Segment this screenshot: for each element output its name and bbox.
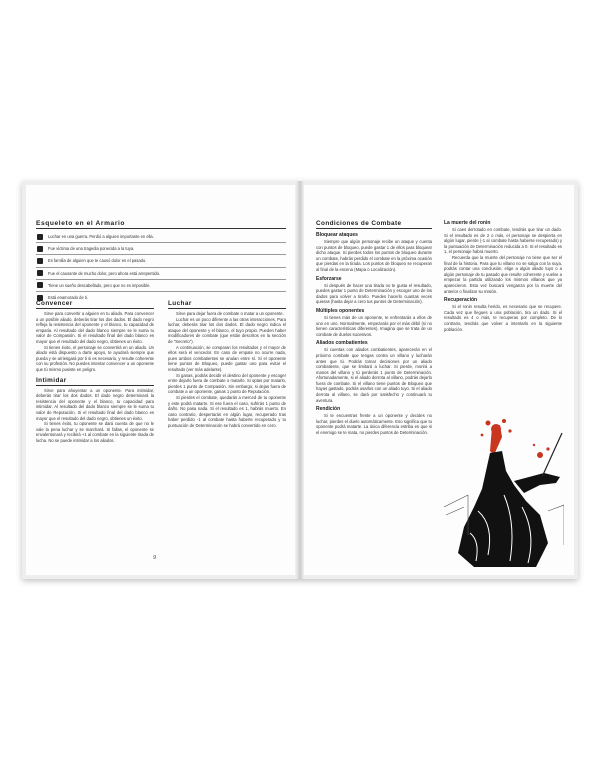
right-page xyxy=(304,185,574,575)
paragraph: Sirve para convertir a alguien en tu aliado. Para convencer a un posible aliado, deberás tirar los dos dados. El dado negro refleja la resistencia del oponente y el blanco, tu capacidad de empatía. Al resultado del dado blanco siempre se le suma tu valor de Compasión. Si el resultado final del dado blanco es mayor que el resultado del dado negro, obtienes un éxito. xyxy=(36,311,154,344)
paragraph: Si el ronin resulta herido, es necesario que se recupere. Cada vez que llegues a una población, tira un dado. Si el resultado es 4 o más, te recuperas por completo. De lo contrario, tendrás que volver a intentarlo en la siguiente población. xyxy=(444,304,562,332)
paragraph: Si tienes éxito, el personaje se convertirá en un aliado. Un aliado está dispuesto a darte apoyo, te ayudará siempre que pueda y se arriesgará por ti si es necesario, y resulte coherente con su profesión. No puedes intentar convencer a un oponente que tú mismo pusiste en peligro. xyxy=(36,344,155,372)
paragraph: Sirve para ahuyentar a un oponente. Para intimidar, deberás tirar los dos dados. El dado negro determinará la resistencia del oponente y el blanco, tu capacidad para intimidar. Al resultado del dado blanco siempre se le suma tu valor de Reputación. Si el resultado final del dado blanco es mayor que el resultado del dado negro, obtienes un éxito. xyxy=(36,387,154,421)
table-cell: Está enamorado de ti. xyxy=(48,295,89,301)
left-column-2 xyxy=(168,300,286,428)
table-cell: Tiene un sueño descabellado, pero que no es imposible. xyxy=(48,282,151,288)
samurai-illustration xyxy=(444,415,564,570)
paragraph: Si te encuentras frente a un oponente y decides no luchar, pierdes el duelo automáticamente. Eso significa que tu oponente podrá matarte. La única diferencia estriba en que si el enemigo se te mata, no pierdes puntos de Determinación. xyxy=(316,413,432,436)
paragraph: Siempre que algún personaje recibe un ataque y cuenta con puntos de bloqueo, puede gastar 1 de ellos para bloquear dicho ataque. Si pierdes todos los puntos de bloqueo durante un combate, habrás perdido el combate en la próxima ocasión que pierdas en la tirada. Los puntos de bloqueo se recuperan al final de la escena (Mapa o Localización). xyxy=(316,239,432,272)
paragraph: Si ganas, podrás decidir el destino del oponente y escoger entre dejarlo fuera de combate o matarlo. Si optas por matarlo, pierdes 1 punto de Compasión. Sin embargo, si dejas fuera de combate a un oponente, ganas 1 punto de Reputación. xyxy=(168,372,286,395)
table-row xyxy=(36,231,286,243)
die-icon xyxy=(37,258,43,264)
table-cell: Fue víctima de una tragedia ponecida a la tuya. xyxy=(48,246,135,252)
table-cell: Fue el causante de mucho dolor, pero ahora está arrepentido. xyxy=(48,270,161,276)
roll-table xyxy=(36,231,286,303)
paragraph: Si caes derrotado en combate, tendrás que tirar un dado. Si el resultado es de 2 o más, el personaje se despierta en algún lugar, pierde (-1 al combate hasta haberse recuperado) y la puntuación de Determinación reducida a 0. Si el resultado es 1, el personaje habrá muerto. xyxy=(444,227,562,255)
right-column-1 xyxy=(316,220,432,436)
subheading: La muerte del ronin xyxy=(444,220,491,226)
subheading: Múltiples oponentes xyxy=(316,307,365,314)
table-cell: Es familia de alguien que te causó dolor en el pasado. xyxy=(48,258,147,264)
table-row xyxy=(36,280,286,292)
subheading: Rendición xyxy=(316,406,341,413)
subheading: Aliados combatientes xyxy=(316,340,368,347)
subheading: Esforzarse xyxy=(316,275,342,282)
left-column-1 xyxy=(36,300,154,443)
die-icon xyxy=(37,246,43,252)
table-row xyxy=(36,255,286,267)
table-row xyxy=(36,268,286,280)
sword xyxy=(542,433,562,477)
table-row xyxy=(36,243,286,255)
section-heading-luchar: Luchar xyxy=(168,300,286,309)
right-column-2 xyxy=(444,220,562,332)
page-number: 9 xyxy=(153,555,157,561)
page-title: Esqueleto en el Armario xyxy=(36,220,286,229)
paragraph: Si pierdes el combate, quedarás a merced de tu oponente y este podrá matarte. Si ese fuera el caso, sufrirás 1 punto de daño. No pasa nada. Si el resultado es 1, habrás muerto. En caso contrario, despertarás en algún lugar, recuperado tras haber perdido -1 al combate hasta haberte recuperado y tu puntuación de Determinación se habrá convertido en cero. xyxy=(168,394,286,428)
section-heading-condiciones: Condiciones de Combate xyxy=(316,220,432,229)
paragraph: Si tienes éxito, tu oponente se dará cuenta de que no le vale la pena luchar y se marchará. Si fallas, el oponente se envalentonará y recibirá +1 al combate en la siguiente tirada de lucha. No se puede intimidar a los aliados. xyxy=(36,421,154,443)
paragraph: Luchar es un poco diferente a las otras interacciones. Para luchar, deberás tirar los dos dados. El dado negro indica el ataque del oponente y el blanco, el tuyo propio. Pueden haber modificadores de combate (que están descritos en la sección de "Secreto"). xyxy=(168,316,286,344)
left-page xyxy=(26,185,295,575)
table-cell: Luchar en una guerra. Perdió a alguien importante en ella. xyxy=(48,234,154,240)
section-heading-convencer: Convencer xyxy=(36,300,154,309)
blood-splatter xyxy=(481,419,550,458)
subheading: Recuperación xyxy=(444,297,478,304)
open-book xyxy=(22,181,578,579)
paragraph: Recuerda que la muerte del personaje no tiene que ser el final de la historia. Para que tu villano no se salga con la suya, podrás contar una conclusión, elige a algún aliado tuyo o a algún personaje de tu pasado que resulte coherente y vuelve a empezar la partida utilizando los mismos villanos que ya aparecieron. Esta vez buscará venganza por la muerte del anterior o finalizar su misión. xyxy=(444,254,562,294)
die-icon xyxy=(37,270,43,276)
die-icon xyxy=(37,234,43,240)
paragraph: Si después de hacer una tirada no te gusta el resultado, puedes gastar 1 punto de Determinación y escoger uno de los dados para volver a tirarlo. Puedes hacerlo cuantas veces quieras (hasta dejar a cero tus puntos de Determinación). xyxy=(316,282,432,305)
paragraph: Si cuentas con aliados combatientes, aparecerán en el próximo combate que tengas contra un villano y lucharán antes que tú. Podrás tomar decisiones por un aliado combatiente, que se limitará a luchar. Si pierde, morirá a manos del villano y tú perderás 1 punto de Determinación. Afortunadamente, si el aliado derrota al villano, podrás dejarlo fuera de combate. Si el villano tiene puntos de Bloqueo que hayas gastado, podrás usarlos con un aliado tuyo. Si el aliado derrota al villano, se dará por satisfecho y continuará tu aventura. xyxy=(316,347,432,403)
die-icon xyxy=(37,282,43,288)
paragraph: A continuación, se comparan los resultados y el mayor de ellos será el vencedor. En caso de empate no ocurre nada, pues ambos combatientes se anulan entre sí. Si el oponente tiene puntos de Bloqueo, puede gastar uno para evitar el resultado (ver más adelante). xyxy=(168,344,286,372)
section-heading-intimidar: Intimidar xyxy=(36,377,154,386)
paragraph: Sirve para dejar fuera de combate o matar a un oponente. xyxy=(176,311,284,316)
book-spine xyxy=(295,181,304,579)
paragraph: Si tienes más de un oponente, te enfrentarás a ellos de uno en uno. Normalmente, empezarás por el más débil (si no tienen características diferentes). Imagina que se trata de un combate de duelos sucesivos. xyxy=(316,314,432,337)
subheading: Bloquear ataques xyxy=(316,232,358,238)
